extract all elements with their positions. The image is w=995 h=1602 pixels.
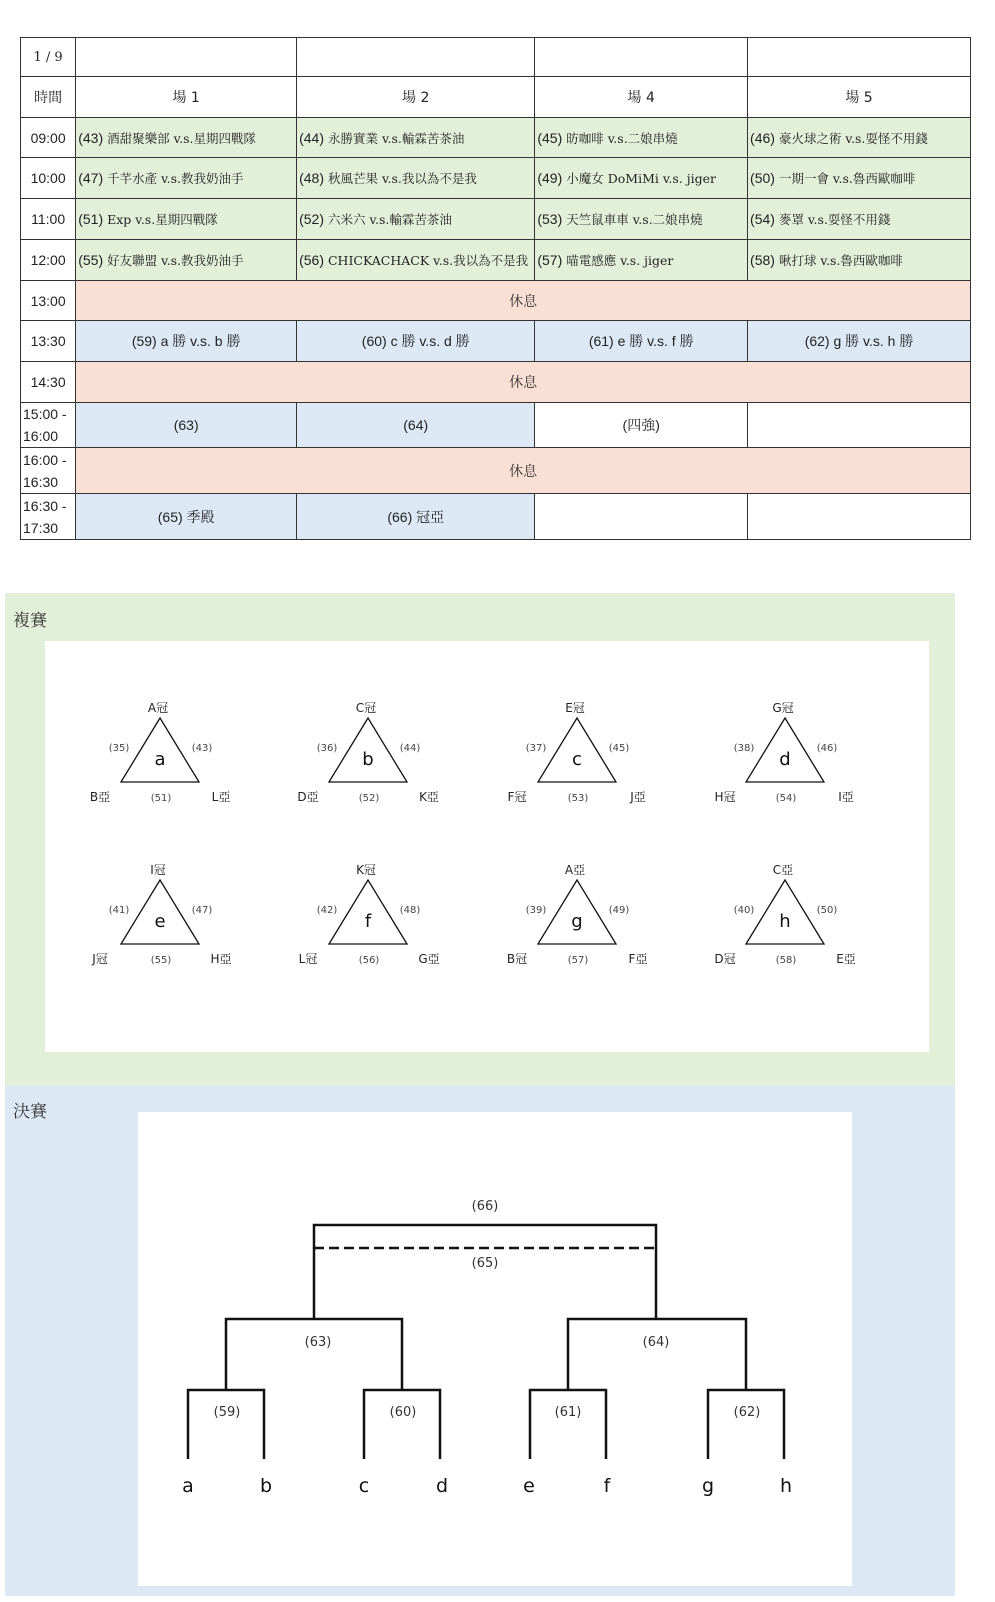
match-cell: (54) 麥罩 v.s.耍怪不用錢: [748, 199, 971, 240]
group-triangles: [45, 641, 929, 1052]
group-right-team: H亞: [210, 952, 232, 966]
group-bottom-match: (57): [567, 955, 589, 966]
bracket-60: [364, 1390, 440, 1459]
group-left-team: B冠: [506, 952, 528, 966]
leaf-f: f: [603, 1475, 611, 1497]
group-a: [90, 701, 230, 804]
group-letter: e: [154, 911, 166, 932]
bracket-61: [530, 1390, 606, 1459]
match-cell: (65) 季殿: [76, 494, 297, 540]
match-cell: (45) 昉咖啡 v.s.二娘串燒: [535, 118, 748, 158]
label-64: (64): [642, 1335, 670, 1350]
match-cell: (60) c 勝 v.s. d 勝: [297, 321, 535, 362]
group-bottom-match: (54): [775, 793, 797, 804]
rest-row: [21, 362, 971, 403]
time-cell: 14:30: [21, 362, 76, 403]
date-cell: 1 / 9: [21, 38, 76, 77]
court5-header: 場 5: [748, 77, 971, 118]
bracket-63: [226, 1319, 402, 1390]
group-right-team: G亞: [418, 952, 440, 966]
group-left-match: (42): [316, 905, 338, 916]
rest-cell: 休息: [76, 362, 971, 403]
match-cell: (64): [297, 403, 535, 448]
court2-header: 場 2: [297, 77, 535, 118]
group-left-match: (41): [108, 905, 130, 916]
time-header: 時間: [21, 77, 76, 118]
group-top-team: A亞: [564, 863, 586, 877]
table-row: [21, 199, 971, 240]
court1-header: 場 1: [76, 77, 297, 118]
group-right-match: (48): [399, 905, 421, 916]
group-top-team: A冠: [147, 701, 169, 715]
match-cell: (57) 喵電感應 v.s. jiger: [535, 240, 748, 281]
group-bottom-match: (51): [150, 793, 172, 804]
match-cell: (52) 六米六 v.s.輸霖苦茶油: [297, 199, 535, 240]
leaf-c: c: [358, 1475, 370, 1497]
match-cell: (63): [76, 403, 297, 448]
time-cell: 16:00 - 16:30: [21, 448, 76, 494]
bracket-diagram: [138, 1112, 852, 1586]
match-cell: (50) 一期一會 v.s.魯西歐咖啡: [748, 158, 971, 199]
group-letter: g: [571, 911, 583, 932]
group-left-match: (38): [733, 743, 755, 754]
time-cell: 13:30: [21, 321, 76, 362]
match-cell: (49) 小魔女 DoMiMi v.s. jiger: [535, 158, 748, 199]
label-63: (63): [304, 1335, 332, 1350]
table-row: [21, 240, 971, 281]
group-c: [508, 701, 646, 804]
match-cell: (48) 秋風芒果 v.s.我以為不是我: [297, 158, 535, 199]
group-left-team: D冠: [714, 952, 736, 966]
match-cell: (53) 天竺鼠車車 v.s.二娘串燒: [535, 199, 748, 240]
group-left-match: (39): [525, 905, 547, 916]
group-left-team: H冠: [714, 790, 736, 804]
table-row: [21, 158, 971, 199]
group-left-match: (35): [108, 743, 130, 754]
group-letter: a: [154, 749, 166, 770]
group-d: [714, 701, 853, 804]
group-left-match: (36): [316, 743, 338, 754]
final-stage-title: 決賽: [13, 1102, 47, 1122]
group-left-match: (40): [733, 905, 755, 916]
group-letter: f: [364, 911, 372, 932]
group-b: [297, 701, 439, 804]
group-stage-diagram: [45, 641, 929, 1052]
group-stage-panel: [5, 593, 955, 1086]
group-right-match: (50): [816, 905, 838, 916]
group-letter: d: [779, 749, 791, 770]
match-cell: (47) 千芊水產 v.s.教我奶油手: [76, 158, 297, 199]
group-f: [299, 863, 440, 966]
group-letter: h: [779, 911, 791, 932]
leaf-a: a: [182, 1475, 194, 1497]
bracket-64: [568, 1319, 746, 1390]
match-cell: (55) 好友聯盟 v.s.教我奶油手: [76, 240, 297, 281]
semi-note: (四強): [535, 403, 748, 448]
group-right-team: I亞: [838, 790, 854, 804]
group-left-team: B亞: [89, 790, 111, 804]
group-top-team: K冠: [356, 863, 376, 877]
match-cell: (56) CHICKACHACK v.s.我以為不是我: [297, 240, 535, 281]
leaf-b: b: [259, 1475, 273, 1497]
leaf-h: h: [779, 1475, 793, 1497]
group-left-team: D亞: [297, 790, 319, 804]
label-66: (66): [471, 1199, 499, 1214]
group-bottom-match: (55): [150, 955, 172, 966]
group-top-team: G冠: [772, 701, 794, 715]
bracket-59: [188, 1390, 264, 1459]
match-cell: (43) 酒甜聚樂部 v.s.星期四戰隊: [76, 118, 297, 158]
table-row: [21, 118, 971, 158]
bracket-66: [314, 1225, 656, 1319]
group-right-team: E亞: [836, 952, 856, 966]
time-cell: 12:00: [21, 240, 76, 281]
group-e: [91, 863, 231, 966]
time-cell: 15:00 - 16:00: [21, 403, 76, 448]
label-59: (59): [213, 1405, 241, 1420]
schedule-table: [20, 37, 971, 540]
leaf-d: d: [435, 1475, 449, 1497]
group-right-team: F亞: [628, 952, 648, 966]
group-top-team: I冠: [150, 863, 166, 877]
group-letter: b: [362, 749, 374, 770]
group-top-team: E冠: [565, 701, 585, 715]
group-left-team: L冠: [298, 952, 318, 966]
match-cell: (61) e 勝 v.s. f 勝: [535, 321, 748, 362]
match-cell: (46) 豪火球之術 v.s.耍怪不用錢: [748, 118, 971, 158]
match-cell: (62) g 勝 v.s. h 勝: [748, 321, 971, 362]
group-h: [714, 863, 855, 966]
label-61: (61): [554, 1405, 582, 1420]
match-cell: (58) 啾打球 v.s.魯西歐咖啡: [748, 240, 971, 281]
final-stage-panel: [5, 1086, 955, 1596]
group-right-team: J亞: [630, 790, 646, 804]
bracket-svg: [138, 1112, 852, 1586]
time-cell: 11:00: [21, 199, 76, 240]
group-right-match: (46): [816, 743, 838, 754]
group-left-team: F冠: [507, 790, 527, 804]
group-right-match: (49): [608, 905, 630, 916]
group-stage-title: 複賽: [13, 611, 47, 631]
time-cell: 13:00: [21, 281, 76, 321]
group-right-match: (45): [608, 743, 630, 754]
group-right-team: L亞: [211, 790, 231, 804]
match-cell: (66) 冠亞: [297, 494, 535, 540]
final-row: [21, 494, 971, 540]
bracket-62: [708, 1390, 784, 1459]
match-cell: (59) a 勝 v.s. b 勝: [76, 321, 297, 362]
group-right-match: (43): [191, 743, 213, 754]
group-left-match: (37): [525, 743, 547, 754]
court4-header: 場 4: [535, 77, 748, 118]
leaf-g: g: [701, 1475, 715, 1497]
group-bottom-match: (56): [358, 955, 380, 966]
group-top-team: C冠: [355, 701, 377, 715]
group-right-match: (47): [191, 905, 213, 916]
match-cell: (51) Exp v.s.星期四戰隊: [76, 199, 297, 240]
group-bottom-match: (52): [358, 793, 380, 804]
time-cell: 16:30 - 17:30: [21, 494, 76, 540]
label-60: (60): [389, 1405, 417, 1420]
group-right-match: (44): [399, 743, 421, 754]
semi-row: [21, 403, 971, 448]
time-cell: 10:00: [21, 158, 76, 199]
rest-row: [21, 448, 971, 494]
group-right-team: K亞: [419, 790, 439, 804]
group-letter: c: [572, 749, 582, 770]
label-62: (62): [733, 1405, 761, 1420]
group-top-team: C亞: [772, 863, 794, 877]
rest-cell: 休息: [76, 448, 971, 494]
time-cell: 09:00: [21, 118, 76, 158]
label-65: (65): [471, 1256, 499, 1271]
rest-cell: 休息: [76, 281, 971, 321]
rest-row: [21, 281, 971, 321]
group-bottom-match: (53): [567, 793, 589, 804]
group-g: [507, 863, 648, 966]
knockout-row: [21, 321, 971, 362]
leaf-e: e: [523, 1475, 535, 1497]
group-bottom-match: (58): [775, 955, 797, 966]
group-left-team: J冠: [92, 952, 108, 966]
match-cell: (44) 永勝實業 v.s.輸霖苦茶油: [297, 118, 535, 158]
